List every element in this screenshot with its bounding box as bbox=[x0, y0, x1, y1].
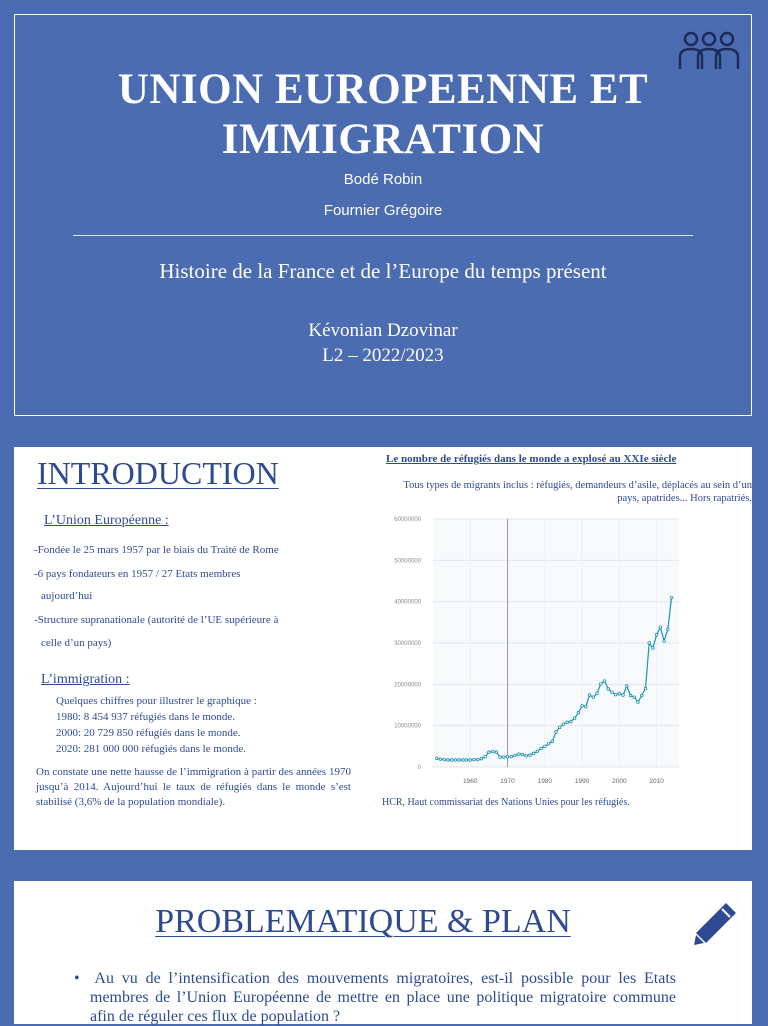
data-point bbox=[529, 754, 532, 757]
data-point bbox=[510, 755, 513, 758]
data-point bbox=[514, 754, 517, 757]
data-point bbox=[506, 755, 509, 758]
ue-point-3: -Structure supranationale (autorité de l’UE supérieure à bbox=[34, 614, 279, 626]
data-point bbox=[439, 758, 442, 761]
y-tick-label: 0 bbox=[417, 765, 421, 771]
data-point bbox=[544, 745, 547, 748]
bullet-text: Au vu de l’intensification des mouvements migratoires, est-il possible pour les Etats membres de l’Union Européenne de mettre en place une politique migratoire commune afin de réguler ces flux de population ? bbox=[90, 970, 676, 1025]
ue-point-1: -Fondée le 25 mars 1957 par le biais du Traité de Rome bbox=[34, 544, 279, 556]
data-point bbox=[652, 647, 655, 650]
data-point bbox=[667, 628, 670, 631]
data-point bbox=[454, 759, 457, 762]
data-point bbox=[465, 759, 468, 762]
conclusion-text: On constate une nette hausse de l’immigration à partir des années 1970 jusqu’à 2014. Aujourd’hui le taux de réfugiés dans le monde s’est stabilisé (3,6% de la population mondiale). bbox=[36, 766, 351, 808]
data-point bbox=[618, 693, 621, 696]
data-point bbox=[592, 696, 595, 699]
data-point bbox=[644, 687, 647, 690]
data-point bbox=[517, 753, 520, 756]
data-point bbox=[585, 705, 588, 708]
data-point bbox=[462, 759, 465, 762]
data-point bbox=[670, 596, 673, 599]
y-tick-label: 10000000 bbox=[394, 723, 421, 730]
immigration-heading: L’immigration : bbox=[41, 672, 130, 687]
data-point bbox=[555, 731, 558, 734]
bullet-mark: • bbox=[74, 970, 80, 987]
introduction-slide bbox=[14, 447, 752, 850]
data-point bbox=[525, 755, 528, 758]
bullet-item bbox=[74, 969, 676, 1026]
data-point bbox=[640, 694, 643, 697]
data-point bbox=[499, 756, 502, 759]
data-point bbox=[503, 756, 506, 759]
data-point bbox=[626, 685, 629, 688]
data-point bbox=[547, 743, 550, 746]
data-point bbox=[577, 712, 580, 715]
refugees-line-chart bbox=[383, 513, 689, 789]
data-point bbox=[633, 696, 636, 699]
data-point bbox=[596, 692, 599, 695]
x-tick-label: 1990 bbox=[574, 778, 590, 785]
data-point bbox=[551, 740, 554, 743]
introduction-heading: INTRODUCTION bbox=[37, 455, 279, 491]
divider bbox=[73, 235, 693, 236]
x-tick-label: 1960 bbox=[463, 778, 478, 785]
title-line-2: IMMIGRATION bbox=[221, 116, 545, 163]
data-point bbox=[581, 705, 584, 708]
data-point bbox=[473, 758, 476, 761]
data-point bbox=[469, 759, 472, 762]
data-point bbox=[495, 751, 498, 754]
professor-name: Kévonian Dzovinar bbox=[308, 320, 458, 341]
data-point bbox=[562, 723, 565, 726]
chart-source: HCR, Haut commissariat des Nations Unies pour les réfugiés. bbox=[382, 797, 630, 808]
data-point bbox=[435, 757, 438, 760]
data-point bbox=[659, 626, 662, 629]
ue-heading: L’Union Européenne : bbox=[44, 513, 169, 528]
chart-title: Le nombre de réfugiés dans le monde a explosé au XXIe siècle bbox=[386, 453, 677, 465]
data-point bbox=[476, 758, 479, 761]
data-point bbox=[450, 759, 453, 762]
data-point bbox=[614, 693, 617, 696]
data-point bbox=[558, 726, 561, 729]
academic-year: L2 – 2022/2023 bbox=[322, 345, 444, 366]
figure-2020: 2020: 281 000 000 réfugiés dans le monde. bbox=[56, 743, 247, 755]
data-point bbox=[491, 750, 494, 753]
course-name: Histoire de la France et de l’Europe du temps présent bbox=[159, 259, 607, 283]
data-point bbox=[655, 633, 658, 636]
data-point bbox=[629, 694, 632, 697]
data-point bbox=[443, 758, 446, 761]
data-point bbox=[611, 691, 614, 694]
x-tick-label: 2000 bbox=[612, 778, 627, 785]
presentation-title bbox=[15, 65, 751, 165]
data-point bbox=[540, 747, 543, 750]
figure-2000: 2000: 20 729 850 réfugiés dans le monde. bbox=[56, 727, 241, 739]
data-point bbox=[599, 683, 602, 686]
data-point bbox=[570, 720, 573, 723]
data-point bbox=[480, 757, 483, 760]
data-point bbox=[566, 721, 569, 724]
data-point bbox=[484, 755, 487, 758]
y-tick-label: 40000000 bbox=[394, 599, 421, 606]
ue-point-2-cont: aujourd’hui bbox=[41, 590, 93, 602]
data-point bbox=[458, 759, 461, 762]
data-point bbox=[603, 680, 606, 683]
ue-point-3-cont: celle d’un pays) bbox=[41, 637, 112, 649]
author-1: Bodé Robin bbox=[343, 171, 423, 188]
data-point bbox=[637, 701, 640, 704]
problematique-slide bbox=[14, 881, 752, 1024]
figures-intro: Quelques chiffres pour illustrer le graphique : bbox=[56, 695, 257, 707]
data-point bbox=[447, 759, 450, 762]
data-point bbox=[488, 751, 491, 754]
data-point bbox=[521, 753, 524, 756]
y-tick-label: 50000000 bbox=[394, 558, 421, 565]
data-point bbox=[648, 642, 651, 645]
data-point bbox=[588, 694, 591, 697]
data-point bbox=[532, 752, 535, 755]
author-2: Fournier Grégoire bbox=[323, 202, 443, 219]
title-line-1: UNION EUROPEENNE ET bbox=[117, 66, 649, 113]
data-point bbox=[622, 694, 625, 697]
y-tick-label: 20000000 bbox=[394, 682, 421, 689]
professor-block bbox=[15, 318, 751, 368]
problematique-heading: PROBLEMATIQUE & PLAN bbox=[155, 903, 571, 940]
x-tick-label: 2010 bbox=[649, 778, 664, 785]
figure-1980: 1980: 8 454 937 réfugiés dans le monde. bbox=[56, 711, 236, 723]
title-slide bbox=[14, 14, 752, 416]
chart-subtitle: Tous types de migrants inclus : réfugiés, demandeurs d’asile, déplacés au sein d’un pays, apatrides... Hors rapatriés. bbox=[403, 480, 752, 504]
data-point bbox=[573, 717, 576, 720]
ue-point-2: -6 pays fondateurs en 1957 / 27 Etats membres bbox=[34, 568, 241, 580]
y-tick-label: 60000000 bbox=[394, 517, 421, 523]
data-point bbox=[607, 688, 610, 691]
x-tick-label: 1970 bbox=[500, 778, 515, 785]
y-tick-label: 30000000 bbox=[394, 641, 421, 647]
data-point bbox=[663, 640, 666, 643]
data-point bbox=[536, 750, 539, 753]
figures-block bbox=[56, 693, 257, 757]
x-tick-label: 1980 bbox=[537, 778, 553, 785]
pencil-icon bbox=[692, 901, 738, 947]
